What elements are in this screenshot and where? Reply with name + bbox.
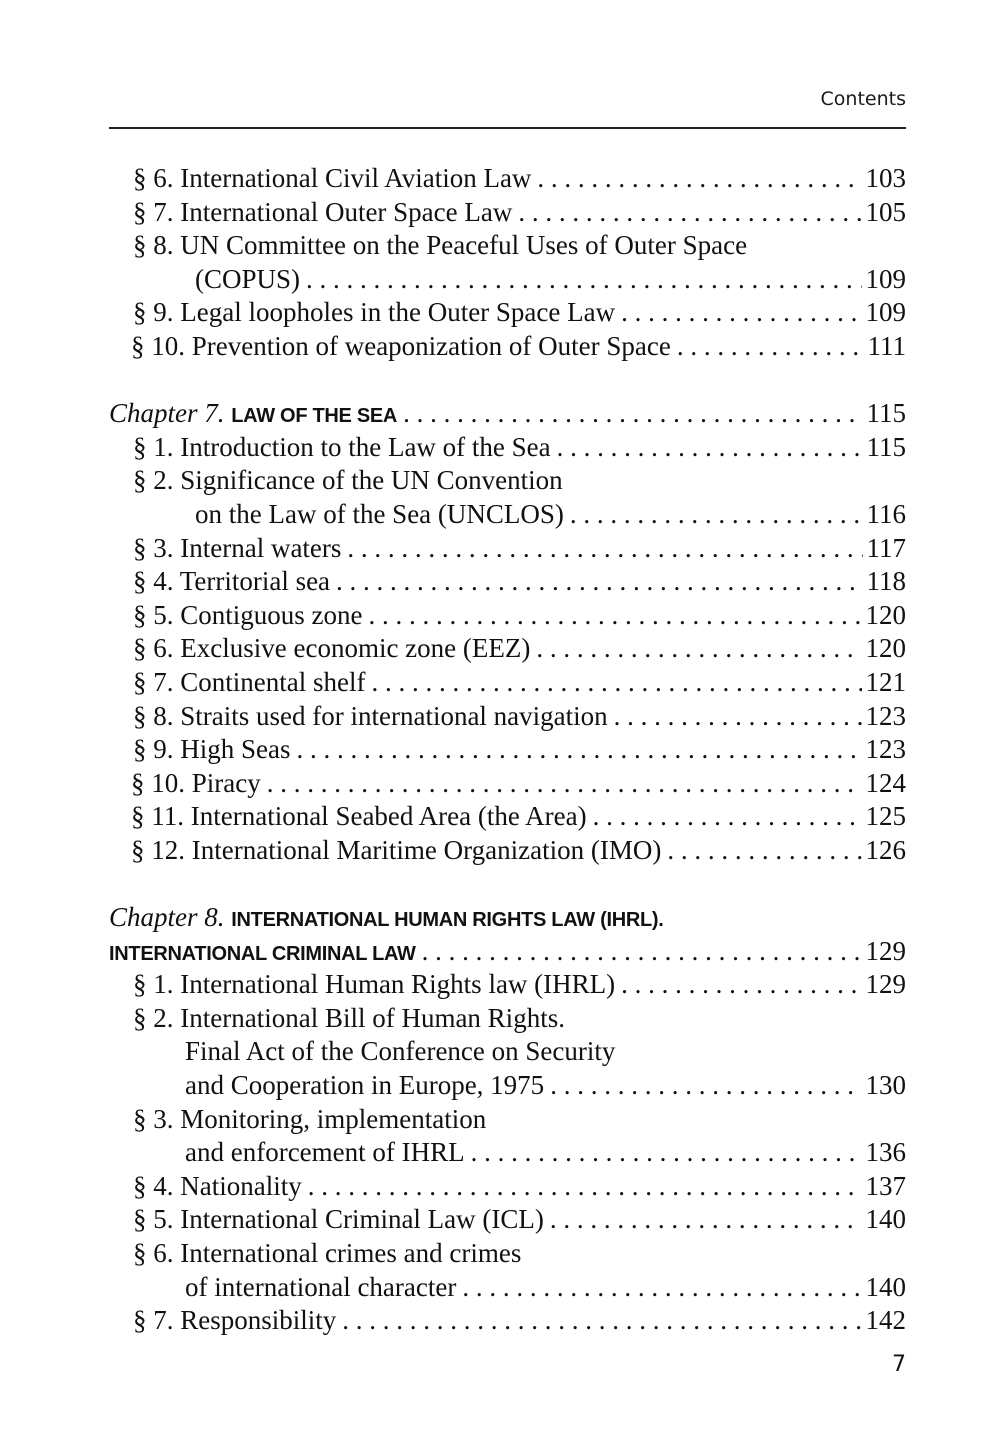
toc-entry-title: (COPUS) bbox=[195, 263, 301, 294]
toc-entry-page: 140 bbox=[865, 1271, 906, 1302]
toc-leader-dots bbox=[302, 1170, 862, 1204]
toc-entry[interactable] bbox=[109, 464, 906, 498]
toc-entry[interactable] bbox=[109, 330, 906, 364]
toc-entry-title: of international character bbox=[185, 1271, 457, 1302]
toc-entry-title: § 2. Significance of the UN Convention bbox=[133, 465, 563, 496]
toc-leader-dots bbox=[615, 296, 861, 330]
toc-entry-page: 117 bbox=[866, 532, 906, 563]
toc-leader-dots bbox=[530, 632, 861, 666]
toc-entry-title: on the Law of the Sea (UNCLOS) bbox=[195, 498, 564, 529]
toc-entry-title: § 9. High Seas bbox=[133, 734, 291, 765]
toc-entry-continuation[interactable] bbox=[109, 1136, 906, 1170]
section-gap bbox=[109, 867, 906, 901]
toc-entry-page: 120 bbox=[865, 599, 906, 630]
toc-entry[interactable] bbox=[109, 968, 906, 1002]
toc-entry[interactable] bbox=[109, 733, 906, 767]
toc-entry-page: 109 bbox=[865, 263, 906, 294]
chapter-label: Chapter 7. bbox=[109, 398, 225, 429]
header-divider bbox=[109, 127, 906, 129]
toc-leader-dots bbox=[336, 1304, 861, 1338]
chapter-title: INTERNATIONAL HUMAN RIGHTS LAW (IHRL). bbox=[231, 909, 664, 932]
toc-entry-title: § 11. International Seabed Area (the Area) bbox=[131, 801, 587, 832]
chapter-title: LAW OF THE SEA bbox=[231, 405, 398, 428]
chapter-title: INTERNATIONAL CRIMINAL LAW bbox=[109, 942, 416, 965]
chapter-page: 115 bbox=[866, 398, 906, 429]
toc-entry-title: § 3. Monitoring, implementation bbox=[133, 1103, 487, 1134]
toc-entry[interactable] bbox=[109, 296, 906, 330]
toc-entry[interactable] bbox=[109, 431, 906, 465]
toc-entry[interactable] bbox=[109, 229, 906, 263]
toc-entry[interactable] bbox=[109, 666, 906, 700]
toc-leader-dots bbox=[544, 1069, 861, 1103]
section-gap bbox=[109, 364, 906, 398]
toc-entry-page: 105 bbox=[865, 196, 906, 227]
toc-entry-title: § 10. Piracy bbox=[131, 767, 261, 798]
toc-entry[interactable] bbox=[109, 565, 906, 599]
toc-entry[interactable] bbox=[109, 1203, 906, 1237]
toc-entry-title: § 6. International crimes and crimes bbox=[133, 1238, 522, 1268]
toc-leader-dots bbox=[661, 834, 861, 868]
toc-entry-title: § 7. Responsibility bbox=[133, 1305, 337, 1336]
toc-leader-dots bbox=[397, 397, 862, 431]
toc-entry-title: § 8. UN Committee on the Peaceful Uses of Outer Space bbox=[133, 230, 748, 261]
toc-leader-dots bbox=[564, 498, 863, 532]
toc-leader-dots bbox=[544, 1203, 862, 1237]
toc-leader-dots bbox=[587, 800, 862, 834]
toc-entry-page: 103 bbox=[865, 163, 906, 193]
toc-entry[interactable] bbox=[109, 700, 906, 734]
chapter-heading-8[interactable] bbox=[109, 901, 906, 935]
toc-entry[interactable] bbox=[109, 1237, 906, 1271]
toc-entry-title: Final Act of the Conference on Security bbox=[185, 1036, 616, 1067]
toc-entry-page: 123 bbox=[865, 734, 906, 765]
toc-entry-page: 121 bbox=[865, 666, 906, 697]
table-of-contents bbox=[109, 162, 906, 1338]
toc-leader-dots bbox=[365, 666, 861, 700]
toc-entry[interactable] bbox=[109, 1304, 906, 1338]
toc-entry-page: 120 bbox=[865, 633, 906, 664]
chapter-heading-7[interactable] bbox=[109, 397, 906, 431]
toc-entry[interactable] bbox=[109, 1002, 906, 1036]
toc-entry-page: 123 bbox=[865, 700, 906, 731]
toc-leader-dots bbox=[300, 263, 861, 297]
toc-entry-page: 109 bbox=[865, 297, 906, 328]
toc-leader-dots bbox=[608, 700, 862, 734]
running-header: Contents bbox=[820, 88, 906, 110]
chapter-page: 129 bbox=[865, 935, 906, 966]
toc-entry[interactable] bbox=[109, 632, 906, 666]
toc-entry-title: § 9. Legal loopholes in the Outer Space Law bbox=[133, 297, 616, 328]
toc-entry-title: § 1. Introduction to the Law of the Sea bbox=[133, 431, 551, 462]
toc-entry-title: § 10. Prevention of weaponization of Outer Space bbox=[131, 330, 671, 361]
toc-leader-dots bbox=[551, 431, 863, 465]
toc-entry-title: § 1. International Human Rights law (IHRL) bbox=[133, 969, 616, 1000]
toc-entry-continuation[interactable] bbox=[109, 1035, 906, 1069]
toc-leader-dots bbox=[261, 767, 862, 801]
toc-entry-title: § 5. Contiguous zone bbox=[133, 599, 363, 630]
toc-entry-title: § 2. International Bill of Human Rights. bbox=[133, 1002, 565, 1033]
toc-entry-page: 115 bbox=[866, 431, 906, 462]
toc-entry[interactable] bbox=[109, 162, 906, 196]
toc-entry-continuation[interactable] bbox=[109, 263, 906, 297]
toc-entry[interactable] bbox=[109, 1103, 906, 1137]
toc-entry-title: § 5. International Criminal Law (ICL) bbox=[133, 1204, 544, 1235]
toc-entry[interactable] bbox=[109, 800, 906, 834]
toc-entry-title: § 7. Continental shelf bbox=[133, 666, 366, 697]
toc-entry-title: § 4. Nationality bbox=[133, 1170, 302, 1201]
toc-leader-dots bbox=[291, 733, 862, 767]
toc-entry-title: and Cooperation in Europe, 1975 bbox=[185, 1070, 545, 1101]
toc-entry[interactable] bbox=[109, 196, 906, 230]
toc-entry[interactable] bbox=[109, 834, 906, 868]
toc-entry[interactable] bbox=[109, 532, 906, 566]
toc-entry-title: § 12. International Maritime Organization (IMO) bbox=[131, 834, 662, 865]
toc-leader-dots bbox=[531, 162, 861, 196]
toc-entry[interactable] bbox=[109, 1170, 906, 1204]
toc-entry-page: 130 bbox=[865, 1070, 906, 1101]
toc-entry-page: 126 bbox=[865, 834, 906, 865]
toc-entry-title: § 6. Exclusive economic zone (EEZ) bbox=[133, 633, 531, 664]
toc-leader-dots bbox=[456, 1271, 861, 1305]
toc-entry-title: § 8. Straits used for international navigation bbox=[133, 700, 608, 731]
toc-entry-title: § 4. Territorial sea bbox=[133, 566, 331, 597]
toc-entry-page: 118 bbox=[866, 566, 906, 597]
toc-entry-continuation[interactable] bbox=[109, 1069, 906, 1103]
toc-entry-page: 111 bbox=[867, 330, 906, 361]
toc-entry-continuation[interactable] bbox=[109, 1271, 906, 1305]
toc-entry-page: 136 bbox=[865, 1137, 906, 1168]
page-number: 7 bbox=[892, 1352, 906, 1377]
chapter-label: Chapter 8. bbox=[109, 902, 225, 933]
toc-entry-page: 129 bbox=[865, 969, 906, 1000]
toc-entry[interactable] bbox=[109, 767, 906, 801]
toc-entry-page: 140 bbox=[865, 1204, 906, 1235]
toc-leader-dots bbox=[363, 599, 862, 633]
toc-leader-dots bbox=[330, 565, 862, 599]
toc-entry-page: 142 bbox=[865, 1305, 906, 1336]
toc-leader-dots bbox=[465, 1136, 862, 1170]
toc-entry-title: § 3. Internal waters bbox=[133, 532, 342, 563]
toc-leader-dots bbox=[512, 196, 861, 230]
toc-leader-dots bbox=[341, 532, 862, 566]
toc-entry-page: 116 bbox=[866, 498, 906, 529]
toc-entry-title: § 6. International Civil Aviation Law bbox=[133, 163, 532, 193]
chapter-heading-8-continuation[interactable] bbox=[109, 935, 906, 969]
toc-entry-page: 137 bbox=[865, 1170, 906, 1201]
toc-leader-dots bbox=[416, 935, 862, 969]
toc-entry-title: and enforcement of IHRL bbox=[185, 1137, 465, 1168]
toc-entry-continuation[interactable] bbox=[109, 498, 906, 532]
toc-entry[interactable] bbox=[109, 599, 906, 633]
toc-entry-title: § 7. International Outer Space Law bbox=[133, 196, 513, 227]
toc-leader-dots bbox=[615, 968, 861, 1002]
toc-entry-page: 125 bbox=[865, 801, 906, 832]
toc-entry-page: 124 bbox=[865, 767, 906, 798]
toc-leader-dots bbox=[671, 330, 864, 364]
